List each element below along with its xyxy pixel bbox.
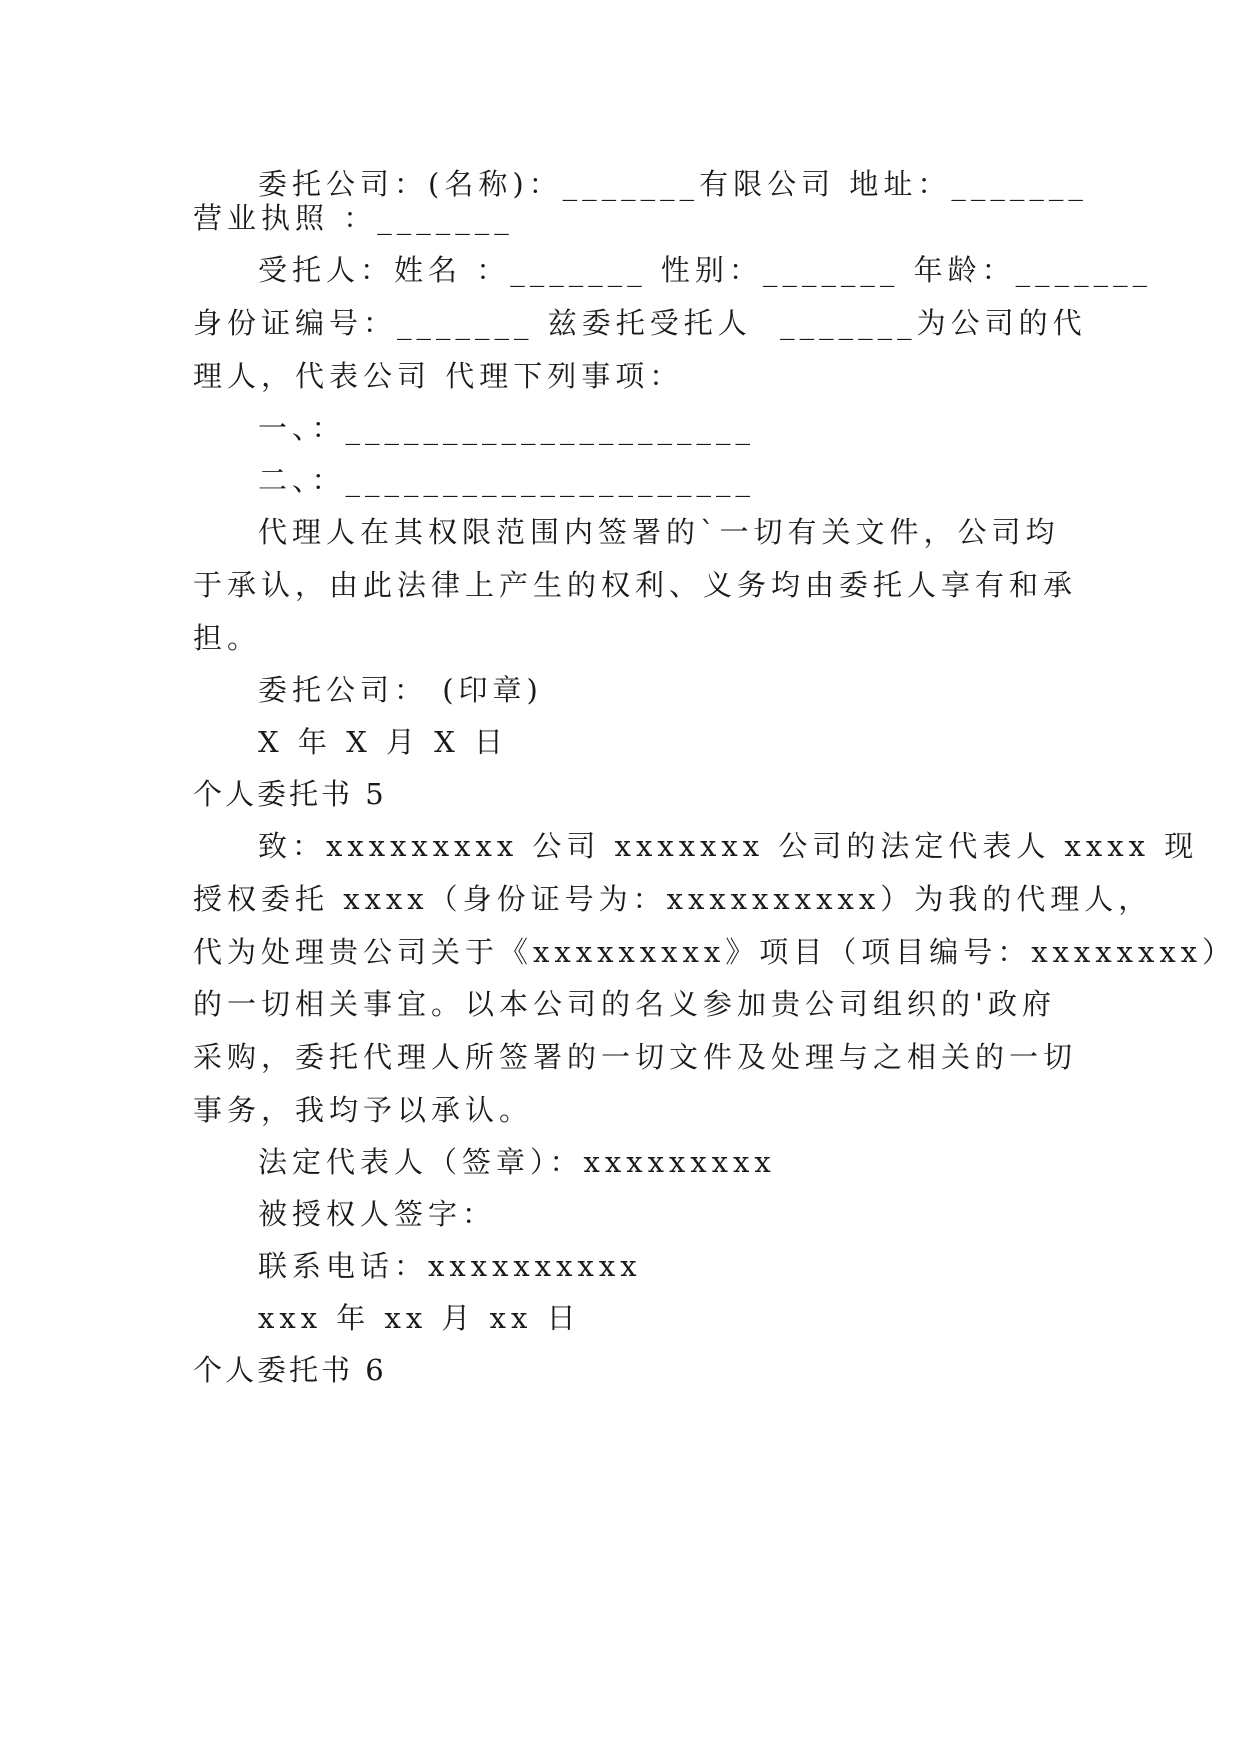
authority-paragraph-line-3: 担。 <box>193 621 262 655</box>
business-license-line: 营业执照 ：_______ <box>193 201 514 235</box>
id-number-line: 身份证编号：_______ 兹委托受托人 _______为公司的代 <box>193 306 1087 340</box>
letter-paragraph-line-6: 事务，我均予以承认。 <box>193 1093 534 1127</box>
letter-paragraph-line-3: 代为处理贵公司关于《xxxxxxxxx》项目（项目编号：xxxxxxxx） <box>193 935 1237 969</box>
date-line-1: X 年 X 月 X 日 <box>258 725 509 759</box>
authority-paragraph-line-2: 于承认，由此法律上产生的权利、义务均由委托人享有和承 <box>193 568 1078 602</box>
authority-paragraph-line-1: 代理人在其权限范围内签署的`一切有关文件，公司均 <box>258 515 1060 549</box>
authorized-signature-line: 被授权人签字： <box>258 1197 497 1231</box>
matter-item-2: 二、：_____________________ <box>258 463 756 497</box>
matter-item-1: 一、：_____________________ <box>258 411 756 445</box>
letter-paragraph-line-5: 采购，委托代理人所签署的一切文件及处理与之相关的一切 <box>193 1040 1078 1074</box>
contact-phone-line: 联系电话：xxxxxxxxxx <box>258 1249 642 1283</box>
letter-paragraph-line-4: 的一切相关事宜。以本公司的名义参加贵公司组织的'政府 <box>193 987 1056 1021</box>
client-company-line: 委托公司：(名称)：_______有限公司 地址：_______ <box>258 167 1088 201</box>
trustee-info-line: 受托人：姓名 ：_______ 性别：_______ 年龄：_______ <box>258 253 1153 287</box>
company-seal-line: 委托公司： (印章) <box>258 673 543 707</box>
date-line-2: xxx 年 xx 月 xx 日 <box>258 1301 581 1335</box>
agent-matters-line: 理人，代表公司 代理下列事项： <box>193 359 684 393</box>
letter-paragraph-line-1: 致：xxxxxxxxx 公司 xxxxxxx 公司的法定代表人 xxxx 现 <box>258 829 1199 863</box>
legal-representative-line: 法定代表人（签章）：xxxxxxxxx <box>258 1145 776 1179</box>
section-title-5: 个人委托书 5 <box>193 777 387 811</box>
letter-paragraph-line-2: 授权委托 xxxx（身份证号为：xxxxxxxxxx）为我的代理人， <box>193 882 1153 916</box>
section-title-6: 个人委托书 6 <box>193 1353 387 1387</box>
